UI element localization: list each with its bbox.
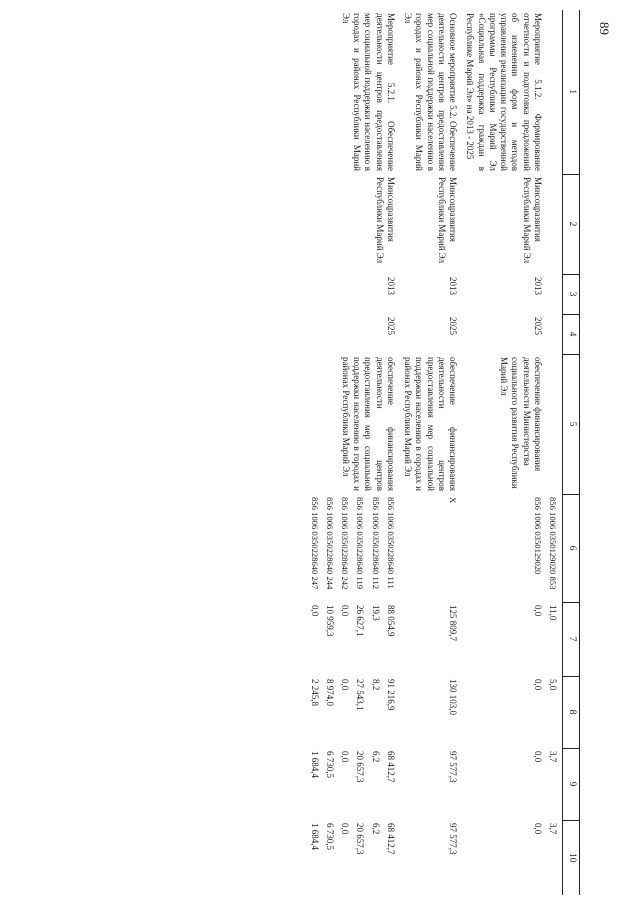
col-header-6: 6 [563, 494, 580, 602]
col-header-7: 7 [563, 602, 580, 676]
cell-end-year: 2025 [448, 317, 459, 335]
cell-value-7: 0,0 [309, 605, 320, 617]
cell-activity: Основное мероприятие 5.2. Обеспечение деятельности центров предоставления мер социальной поддержки населению в городах и районах Республики Марий Эл [403, 13, 459, 171]
col-header-8: 8 [563, 676, 580, 748]
table-row [383, 10, 400, 895]
cell-value-9: 6,2 [370, 751, 381, 763]
cell-end-year: 2025 [385, 317, 396, 335]
budget-table [120, 10, 580, 895]
cell-value-9: 0,0 [340, 751, 351, 763]
cell-value-10: 68 412,7 [385, 823, 396, 855]
cell-activity [545, 10, 563, 174]
cell-value-7: 0,0 [340, 605, 351, 617]
cell-value-10: 20 657,3 [355, 823, 366, 855]
cell-value-8: 2 245,8 [309, 679, 320, 706]
cell-activity: Мероприятие 5.2.1. Обеспечение деятельности центров предоставления мер социальной поддержки населению в городах и районах Республики Марий Эл [340, 13, 396, 171]
col-header-9: 9 [563, 748, 580, 820]
cell-value-7: 26 627,1 [355, 605, 366, 637]
cell-value-8: 5,0 [548, 679, 559, 691]
cell-budget-code: 856 1006 0350228640 242 [340, 497, 351, 590]
cell-value-10: 97 577,3 [448, 823, 459, 855]
table-row [400, 10, 462, 895]
cell-value-10: 6,2 [370, 823, 381, 835]
cell-value-10: 0,0 [532, 823, 543, 835]
header-row [563, 10, 580, 895]
cell-value-8: 8 974,0 [324, 679, 335, 706]
cell-value-9: 97 577,3 [448, 751, 459, 783]
col-header-5: 5 [563, 354, 580, 494]
cell-start-year: 2013 [385, 277, 396, 295]
cell-start-year [545, 274, 563, 314]
cell-value-7: 10 959,3 [324, 605, 335, 637]
cell-end-year [545, 314, 563, 354]
cell-start-year: 2013 [448, 277, 459, 295]
cell-purpose: обеспечение финансирования деятельности Министерства социального развития Республики Марий Эл [499, 357, 543, 489]
col-header-2: 2 [563, 174, 580, 274]
cell-executor: Минсоцразвития Республики Марий Эл [374, 177, 396, 264]
cell-budget-code: 856 1006 0350228640 244 [324, 497, 335, 590]
cell-value-8: 0,0 [532, 679, 543, 691]
cell-value-9: 3,7 [548, 751, 559, 763]
cell-purpose: обеспечение финансирования деятельности центров предоставления мер социальной поддержки населению в городах и районах Республики Марий Эл [340, 357, 396, 491]
cell-value-8: 91 216,9 [385, 679, 396, 711]
cell-budget-code: 856 1006 0350129020 853 [548, 497, 559, 590]
cell-executor: Минсоцразвития Республики Марий Эл [436, 177, 459, 264]
page-number: 89 [597, 22, 612, 35]
cell-executor: Минсоцразвития Республики Марий Эл [521, 177, 543, 264]
col-header-4: 4 [563, 314, 580, 354]
cell-budget-code: 856 1006 0350228640 247 [309, 497, 320, 590]
cell-budget-code: 856 1006 0350228640 119 [355, 497, 366, 590]
col-header-10: 10 [563, 820, 580, 895]
cell-value-10: 0,0 [340, 823, 351, 835]
cell-budget-code: 856 1006 0350228640 111 [385, 497, 396, 589]
cell-value-10: 3,7 [548, 823, 559, 835]
cell-budget-code: 856 1006 0350129020 [532, 497, 543, 575]
cell-value-9: 0,0 [532, 751, 543, 763]
cell-value-7: 88 054,9 [385, 605, 396, 637]
cell-value-9: 6 730,5 [324, 751, 335, 778]
table-row [545, 10, 563, 895]
cell-value-8: 27 543,1 [355, 679, 366, 711]
cell-end-year: 2025 [532, 317, 543, 335]
cell-budget-code: X [448, 497, 459, 504]
cell-value-7: 19,3 [370, 605, 381, 621]
cell-value-7: 11,0 [548, 605, 559, 621]
col-header-3: 3 [563, 274, 580, 314]
cell-executor [545, 174, 563, 274]
cell-start-year: 2013 [532, 277, 543, 295]
cell-value-7: 125 809,7 [448, 605, 459, 641]
cell-budget-code: 856 1006 0350228640 112 [370, 497, 381, 590]
cell-value-9: 68 412,7 [385, 751, 396, 783]
cell-value-9: 20 657,3 [355, 751, 366, 783]
cell-value-10: 6 730,5 [324, 823, 335, 850]
cell-value-7: 0,0 [532, 605, 543, 617]
cell-value-9: 1 684,4 [309, 751, 320, 778]
cell-purpose [545, 354, 563, 494]
col-header-1: 1 [563, 10, 580, 174]
cell-purpose: обеспечение финансирования деятельности центров предоставления мер социальной поддержки населению в городах и районах Республики Марий Эл [403, 357, 459, 491]
cell-activity: Мероприятие 5.1.2. Формирование отчетности и подготовка предложений об изменении форм и методов управления реализации государственной программы Республики Марий Эл «Социальная поддержка граждан в Республике Марий Эл» на 2013 - 2025 [465, 13, 543, 171]
table-row [462, 10, 545, 895]
cell-value-8: 8,2 [370, 679, 381, 691]
cell-value-8: 0,0 [340, 679, 351, 691]
cell-value-8: 130 103,0 [448, 679, 459, 715]
cell-value-10: 1 684,4 [309, 823, 320, 850]
